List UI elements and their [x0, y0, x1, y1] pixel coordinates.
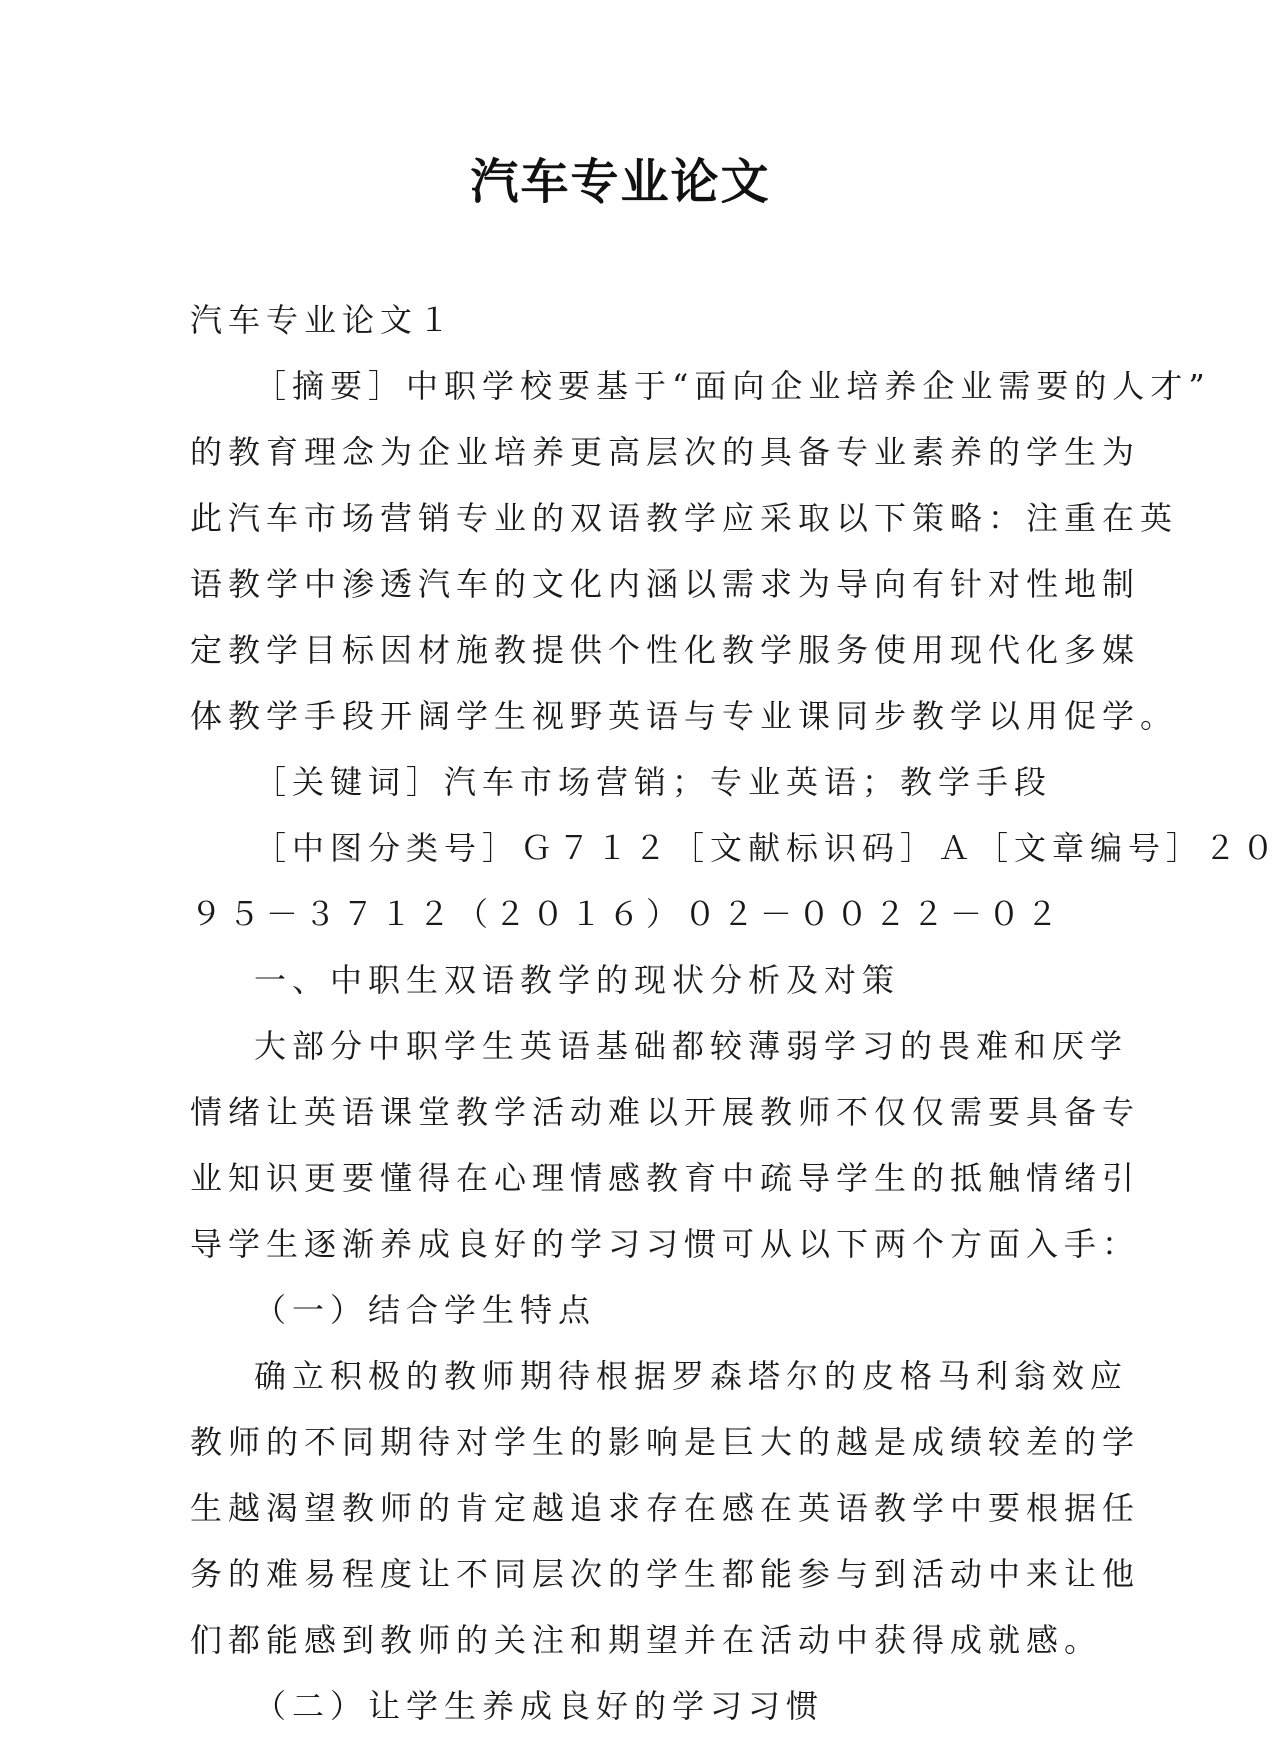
- paragraph-line: 确立积极的教师期待根据罗森塔尔的皮格马利翁效应: [254, 1357, 1129, 1395]
- abstract-line: 语教学中渗透汽车的文化内涵以需求为导向有针对性地制: [190, 565, 1141, 603]
- subsection-heading: （一）结合学生特点: [254, 1291, 597, 1329]
- classification-line: ［中图分类号］Ｇ７１２［文献标识码］Ａ［文章编号］２０: [254, 829, 1280, 867]
- abstract-line: 体教学手段开阔学生视野英语与专业课同步教学以用促学。: [190, 697, 1179, 735]
- abstract-line: 的教育理念为企业培养更高层次的具备专业素养的学生为: [190, 433, 1141, 471]
- keywords-line: ［关键词］汽车市场营销；专业英语；教学手段: [254, 763, 1053, 801]
- abstract-line: ［摘要］中职学校要基于“面向企业培养企业需要的人才”: [254, 367, 1211, 405]
- page-title: 汽车专业论文: [470, 154, 771, 210]
- classification-line: ９５－３７１２（２０１６）０２－００２２－０２: [190, 895, 1065, 933]
- paragraph-line: 生越渴望教师的肯定越追求存在感在英语教学中要根据任: [190, 1489, 1141, 1527]
- paragraph-line: 务的难易程度让不同层次的学生都能参与到活动中来让他: [190, 1555, 1141, 1593]
- section-heading: 汽车专业论文１: [190, 301, 457, 339]
- abstract-line: 定教学目标因材施教提供个性化教学服务使用现代化多媒: [190, 631, 1141, 669]
- body-text: [190, 287, 1280, 1739]
- paragraph-line: 业知识更要懂得在心理情感教育中疏导学生的抵触情绪引: [190, 1159, 1141, 1197]
- subsection-heading: （二）让学生养成良好的学习习惯: [254, 1687, 825, 1725]
- paragraph-line: 导学生逐渐养成良好的学习习惯可从以下两个方面入手：: [190, 1225, 1141, 1263]
- paragraph-line: 们都能感到教师的关注和期望并在活动中获得成就感。: [190, 1621, 1103, 1659]
- subsection-heading: 一、中职生双语教学的现状分析及对策: [254, 961, 901, 999]
- paragraph-line: 情绪让英语课堂教学活动难以开展教师不仅仅需要具备专: [190, 1093, 1141, 1131]
- paragraph-line: 大部分中职学生英语基础都较薄弱学习的畏难和厌学: [254, 1027, 1129, 1065]
- abstract-line: 此汽车市场营销专业的双语教学应采取以下策略：注重在英: [190, 499, 1179, 537]
- paragraph-line: 教师的不同期待对学生的影响是巨大的越是成绩较差的学: [190, 1423, 1141, 1461]
